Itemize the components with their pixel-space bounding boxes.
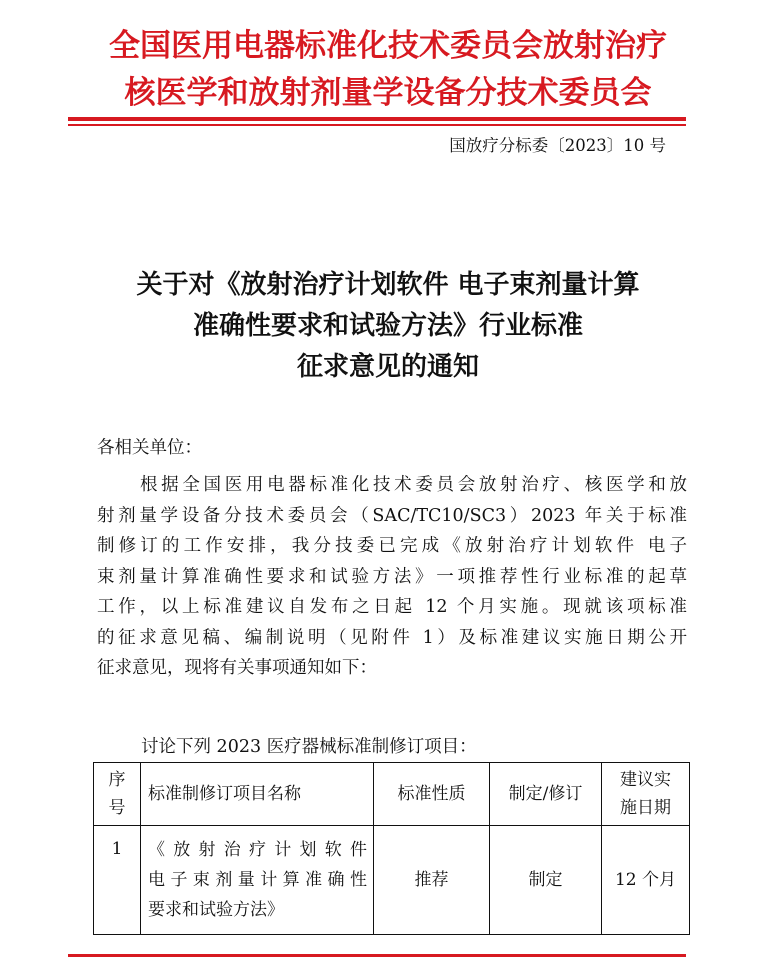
header-name: 标准制修订项目名称 [141,763,374,826]
title-line1: 关于对《放射治疗计划软件 电子束剂量计算 [136,270,640,300]
body-line: 的征求意见稿、编制说明（见附件 1）及标准建议实施日期公开 [97,627,687,648]
title-line3: 征求意见的通知 [296,352,479,382]
project-table [93,762,690,935]
row-no: 1 [94,826,141,935]
header-rule-thin [68,124,686,126]
header-date-line1: 建议实 [620,770,671,790]
salutation: 各相关单位： [97,438,202,458]
row-nature: 推荐 [374,826,490,935]
notice-title [0,265,776,388]
table-intro: 讨论下列 2023 医疗器械标准制修订项目： [141,737,477,757]
footer-rule [68,954,686,957]
body-line: 制修订的工作安排，我分技委已完成《放射治疗计划软件 电子 [97,536,687,556]
header-type: 制定/修订 [490,763,602,826]
row-name-line: 要求和试验方法》 [148,900,284,920]
header-no-line2: 号 [108,798,126,818]
document-number: 国放疗分标委〔2023〕10 号 [449,136,666,155]
body-paragraph [97,470,687,684]
header-date [602,763,690,826]
table-row [94,826,690,935]
header-no-line1: 序 [108,770,126,790]
body-line: 征求意见，现将有关事项通知如下： [97,658,377,678]
header-date-line2: 施日期 [620,798,671,818]
committee-name-line2: 核医学和放射剂量学设备分技术委员会 [124,75,652,111]
header-nature: 标准性质 [374,763,490,826]
body-line: 束剂量计算准确性要求和试验方法》一项推荐性行业标准的起草 [97,566,687,587]
header-rule-thick [68,117,686,121]
row-name-line: 《放射治疗计划软件 [148,840,367,860]
body-line: 根据全国医用电器标准化技术委员会放射治疗、核医学和放 [140,475,687,495]
title-line2: 准确性要求和试验方法》行业标准 [192,311,583,341]
row-date: 12 个月 [602,826,690,935]
header-no [94,763,141,826]
row-name-line: 电子束剂量计算准确性 [148,870,367,890]
body-line: 射剂量学设备分技术委员会（SAC/TC10/SC3）2023 年关于标准 [97,505,687,526]
row-type: 制定 [490,826,602,935]
committee-name-line1: 全国医用电器标准化技术委员会放射治疗 [109,28,667,64]
row-name [141,826,374,935]
table-header-row [94,763,690,826]
body-line: 工作，以上标准建议自发布之日起 12 个月实施。现就该项标准 [97,597,687,617]
